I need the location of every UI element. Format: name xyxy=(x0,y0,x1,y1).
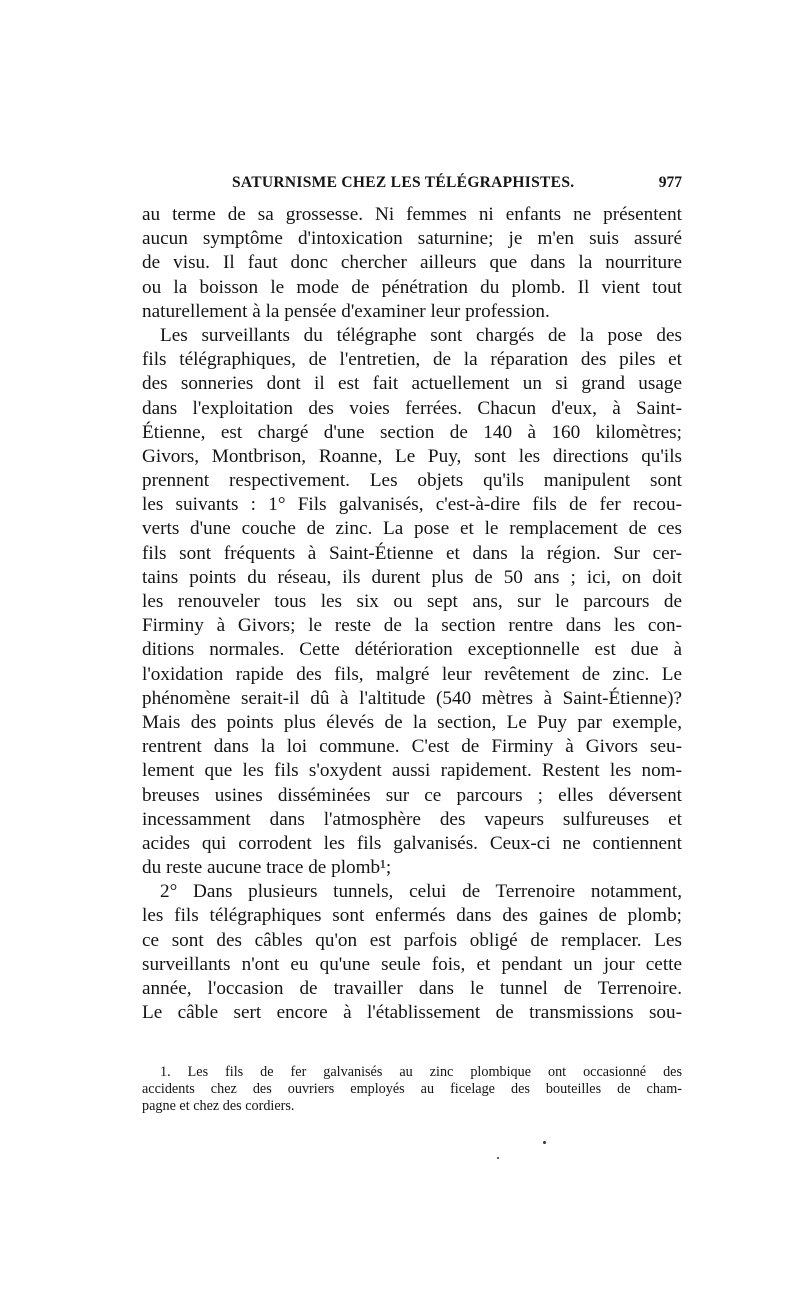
text-line: lement que les fils s'oxydent aussi rapidement. Restent les nom- xyxy=(142,760,682,782)
text-line: des sonneries dont il est fait actuellement un si grand usage xyxy=(142,373,682,395)
text-line: fils télégraphiques, de l'entretien, de la réparation des piles et xyxy=(142,349,682,371)
ink-speck xyxy=(543,1141,546,1144)
text-line: les suivants : 1° Fils galvanisés, c'est-à-dire fils de fer recou- xyxy=(142,494,682,516)
text-line: rentrent dans la loi commune. C'est de Firminy à Givors seu- xyxy=(142,736,682,758)
text-line: verts d'une couche de zinc. La pose et le remplacement de ces xyxy=(142,518,682,540)
text-line: phénomène serait-il dû à l'altitude (540 mètres à Saint-Étienne)? xyxy=(142,687,682,709)
text-line: année, l'occasion de travailler dans le tunnel de Terrenoire. xyxy=(142,978,682,999)
text-line: les renouveler tous les six ou sept ans, sur le parcours de xyxy=(142,591,682,612)
text-line: incessamment dans l'atmosphère des vapeurs sulfureuses et xyxy=(142,808,682,830)
footnote-line: accidents chez des ouvriers employés au ficelage des bouteilles de cham- xyxy=(142,1081,682,1097)
text-line: Firminy à Givors; le reste de la section rentre dans les con- xyxy=(142,615,682,637)
text-line: Le câble sert encore à l'établissement de transmissions sou- xyxy=(142,1002,682,1024)
text-line: ou la boisson le mode de pénétration du plomb. Il vient tout xyxy=(142,276,682,298)
text-line: aucun symptôme d'intoxication saturnine; je m'en suis assuré xyxy=(142,228,682,250)
text-line: les fils télégraphiques sont enfermés dans des gaines de plomb; xyxy=(142,905,682,927)
text-line: ce sont des câbles qu'on est parfois obligé de remplacer. Les xyxy=(142,929,682,951)
text-line: prennent respectivement. Les objets qu'ils manipulent sont xyxy=(142,470,682,492)
text-line: breuses usines disséminées sur ce parcours ; elles déversent xyxy=(142,784,682,806)
text-line: tains points du réseau, ils durent plus de 50 ans ; ici, on doit xyxy=(142,566,682,588)
running-title: SATURNISME CHEZ LES TÉLÉGRAPHISTES. xyxy=(232,174,575,191)
footnote-line: 1. Les fils de fer galvanisés au zinc plombique ont occasionné des xyxy=(160,1064,682,1080)
running-head xyxy=(142,174,682,196)
text-line: dans l'exploitation des voies ferrées. Chacun d'eux, à Saint- xyxy=(142,397,682,419)
text-line: fils sont fréquents à Saint-Étienne et dans la région. Sur cer- xyxy=(142,542,682,564)
text-line: du reste aucune trace de plomb¹; xyxy=(142,857,392,879)
body-text xyxy=(142,203,682,1025)
text-line: l'oxidation rapide des fils, malgré leur revêtement de zinc. Le xyxy=(142,663,682,685)
text-line: Étienne, est chargé d'une section de 140 à 160 kilomètres; xyxy=(142,421,682,443)
text-line: surveillants n'ont eu qu'une seule fois, et pendant un jour cette xyxy=(142,953,682,975)
text-line: naturellement à la pensée d'examiner leur profession. xyxy=(142,300,550,322)
ink-speck xyxy=(497,1157,499,1159)
text-line: de visu. Il faut donc chercher ailleurs que dans la nourriture xyxy=(142,252,682,274)
text-line: au terme de sa grossesse. Ni femmes ni enfants ne présentent xyxy=(142,204,682,225)
text-line: acides qui corrodent les fils galvanisés. Ceux-ci ne contiennent xyxy=(142,832,682,854)
text-line: ditions normales. Cette détérioration exceptionnelle est due à xyxy=(142,639,682,661)
footnote xyxy=(142,1064,682,1115)
text-line: Mais des points plus élevés de la section, Le Puy par exemple, xyxy=(142,711,682,733)
page-number: 977 xyxy=(658,174,682,191)
text-line: Givors, Montbrison, Roanne, Le Puy, sont les directions qu'ils xyxy=(142,445,682,467)
text-line: Les surveillants du télégraphe sont chargés de la pose des xyxy=(160,324,682,346)
text-line: 2° Dans plusieurs tunnels, celui de Terrenoire notamment, xyxy=(160,881,682,903)
footnote-line: pagne et chez des cordiers. xyxy=(142,1098,295,1114)
